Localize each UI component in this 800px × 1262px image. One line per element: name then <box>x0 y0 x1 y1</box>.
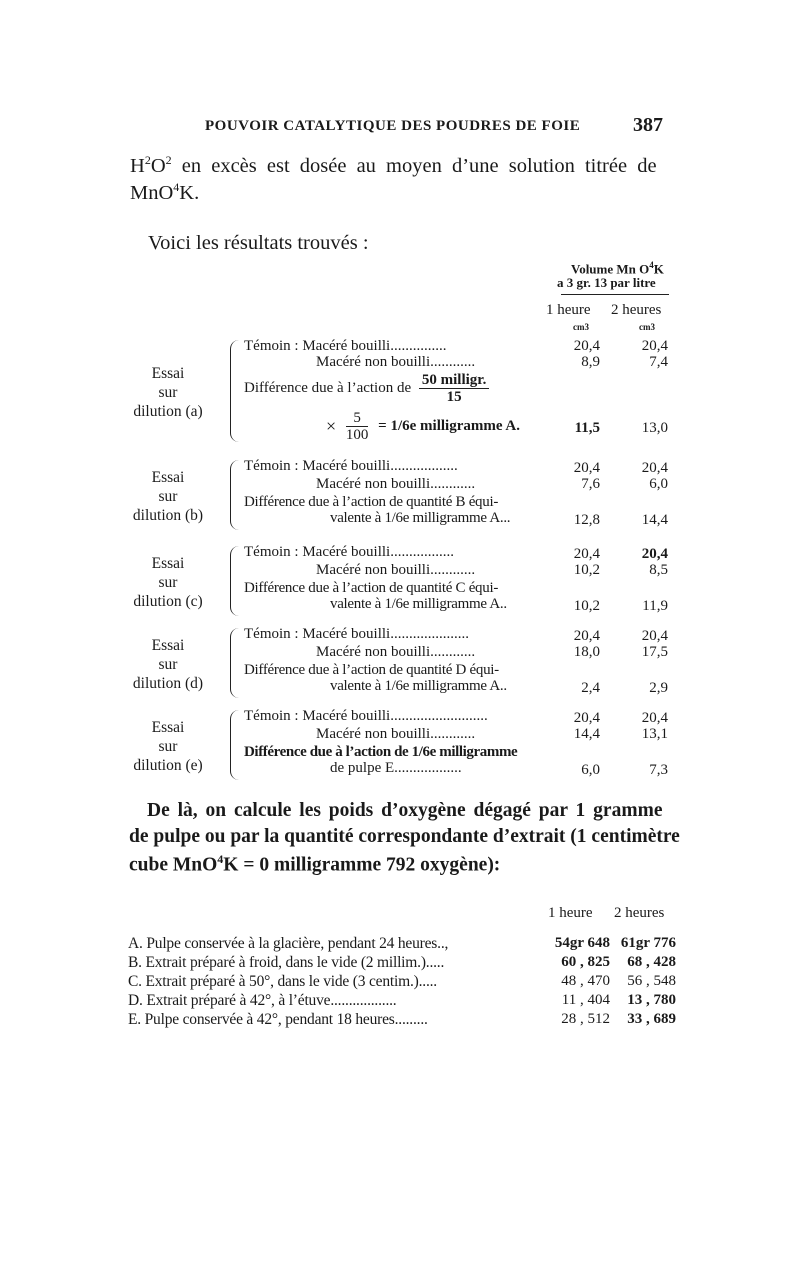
row-b-3: Différence due à l’action de quantité B équi- <box>244 494 499 510</box>
row-c-2-v2: 8,5 <box>649 562 668 578</box>
col2-header: 2 heures <box>611 302 662 318</box>
essay-label-d: Essai sur dilution (d) <box>132 637 204 692</box>
row-e-1: Témoin : Macéré bouilli.......................... <box>244 708 488 724</box>
row-c-4: valente à 1/6e milligramme A.. <box>330 596 507 612</box>
essay-label-c: Essai sur dilution (c) <box>133 555 203 610</box>
row-b-4-v1: 12,8 <box>573 512 600 528</box>
row-a-1-v2: 20,4 <box>641 338 668 354</box>
row-e-3: Différence due à l’action de 1/6e milligramme <box>244 744 518 760</box>
row-a-4-v1: 11,5 <box>574 420 600 436</box>
final-row-e-v2: 33 , 689 <box>627 1011 676 1027</box>
final-row-c: C. Extrait préparé à 50°, dans le vide (3 centim.)..... <box>128 973 437 990</box>
row-a-4: × $\frac{5}{100}$ = 1/6e milligramme A. <box>326 410 521 443</box>
intro-line-2: MnO$^4$K. <box>130 180 200 204</box>
essay-label-e: Essai sur dilution (e) <box>133 719 203 774</box>
row-b-2-v1: 7,6 <box>581 476 600 492</box>
row-e-4: de pulpe E.................. <box>330 760 462 776</box>
row-d-1-v1: 20,4 <box>573 628 600 644</box>
row-e-4-v1: 6,0 <box>581 762 600 778</box>
essay-label-a: Essai sur dilution (a) <box>133 365 203 420</box>
results-intro: Voici les résultats trouvés : <box>148 232 369 254</box>
final-row-a-v1: 54gr 648 <box>554 935 610 951</box>
row-c-3: Différence due à l’action de quantité C équi- <box>244 580 499 596</box>
final-row-b: B. Extrait préparé à froid, dans le vide (2 millim.)..... <box>128 954 445 971</box>
unit1: cm3 <box>573 322 589 332</box>
volume-header-line-2: a 3 gr. 13 par litre <box>557 275 656 290</box>
row-a-2-v2: 7,4 <box>649 354 668 370</box>
row-c-2-v1: 10,2 <box>573 562 600 578</box>
row-d-3: Différence due à l’action de quantité D équi- <box>244 662 499 678</box>
final-row-b-v1: 60 , 825 <box>561 954 610 970</box>
row-e-1-v2: 20,4 <box>641 710 668 726</box>
conclusion-line-1: De là, on calcule les poids d’oxygène dégagé par 1 gramme <box>147 800 663 821</box>
brace-d <box>230 628 239 698</box>
row-b-1-v2: 20,4 <box>641 460 668 476</box>
row-d-4-v1: 2,4 <box>581 680 600 696</box>
row-a-4-v2: 13,0 <box>641 420 668 436</box>
final-row-c-v1: 48 , 470 <box>561 973 610 989</box>
final-row-a: A. Pulpe conservée à la glacière, pendant 24 heures.., <box>128 935 449 952</box>
final-row-e: E. Pulpe conservée à 42°, pendant 18 heures......... <box>128 1011 428 1028</box>
intro-line-1: $H^2O^2$ en excès est dosée au moyen d’une solution titrée de <box>130 153 657 177</box>
row-a-2-v1: 8,9 <box>581 354 600 370</box>
row-c-1-v1: 20,4 <box>573 546 600 562</box>
row-c-2: Macéré non bouilli............ <box>316 562 476 578</box>
conclusion-line-3: cube MnO$^4$K = 0 milligramme 792 oxygène): <box>129 852 501 876</box>
row-d-2-v2: 17,5 <box>641 644 668 660</box>
brace-a <box>230 340 239 442</box>
row-a-3: Différence due à l’action de $\frac{\text{50 milligr.}}{15}$ <box>244 372 489 405</box>
row-d-4-v2: 2,9 <box>649 680 668 696</box>
brace-e <box>230 710 239 780</box>
row-b-2: Macéré non bouilli............ <box>316 476 476 492</box>
row-d-2-v1: 18,0 <box>573 644 600 660</box>
brace-c <box>230 546 239 616</box>
final-col1-header: 1 heure <box>548 905 593 921</box>
final-row-a-v2: 61gr 776 <box>620 935 676 951</box>
row-c-1-v2: 20,4 <box>641 546 668 562</box>
final-row-b-v2: 68 , 428 <box>627 954 676 970</box>
row-b-1-v1: 20,4 <box>573 460 600 476</box>
row-d-1-v2: 20,4 <box>641 628 668 644</box>
row-a-1: Témoin : Macéré bouilli............... <box>244 338 447 354</box>
page-number: 387 <box>633 114 663 136</box>
row-d-1: Témoin : Macéré bouilli..................... <box>244 626 469 642</box>
row-a-1-v1: 20,4 <box>573 338 600 354</box>
row-c-1: Témoin : Macéré bouilli................. <box>244 544 454 560</box>
row-b-4-v2: 14,4 <box>641 512 668 528</box>
col1-header: 1 heure <box>546 302 591 318</box>
row-a-2: Macéré non bouilli............ <box>316 354 476 370</box>
row-e-2-v1: 14,4 <box>573 726 600 742</box>
volume-header-line-1: Volume Mn $O^4K$ <box>571 260 664 277</box>
final-row-d-v2: 13 , 780 <box>627 992 676 1008</box>
row-c-4-v1: 10,2 <box>573 598 600 614</box>
row-b-1: Témoin : Macéré bouilli.................. <box>244 458 458 474</box>
final-row-c-v2: 56 , 548 <box>627 973 676 989</box>
row-e-1-v1: 20,4 <box>573 710 600 726</box>
unit2: cm3 <box>639 322 655 332</box>
essay-label-b: Essai sur dilution (b) <box>132 469 204 524</box>
row-e-2: Macéré non bouilli............ <box>316 726 476 742</box>
row-e-2-v2: 13,1 <box>641 726 668 742</box>
row-e-4-v2: 7,3 <box>649 762 668 778</box>
final-row-d-v1: 11 , 404 <box>561 992 610 1008</box>
final-row-e-v1: 28 , 512 <box>561 1011 610 1027</box>
conclusion-line-2: de pulpe ou par la quantité correspondante d’extrait (1 centimètre <box>129 826 680 847</box>
row-b-2-v2: 6,0 <box>649 476 668 492</box>
header-underline <box>561 294 669 295</box>
running-title: POUVOIR CATALYTIQUE DES POUDRES DE FOIE <box>205 118 581 134</box>
row-d-4: valente à 1/6e milligramme A.. <box>330 678 507 694</box>
row-c-4-v2: 11,9 <box>642 598 668 614</box>
brace-b <box>230 460 239 530</box>
final-col2-header: 2 heures <box>614 905 665 921</box>
row-b-4: valente à 1/6e milligramme A... <box>330 510 511 526</box>
final-row-d: D. Extrait préparé à 42°, à l’étuve.................. <box>128 992 397 1009</box>
row-d-2: Macéré non bouilli............ <box>316 644 476 660</box>
